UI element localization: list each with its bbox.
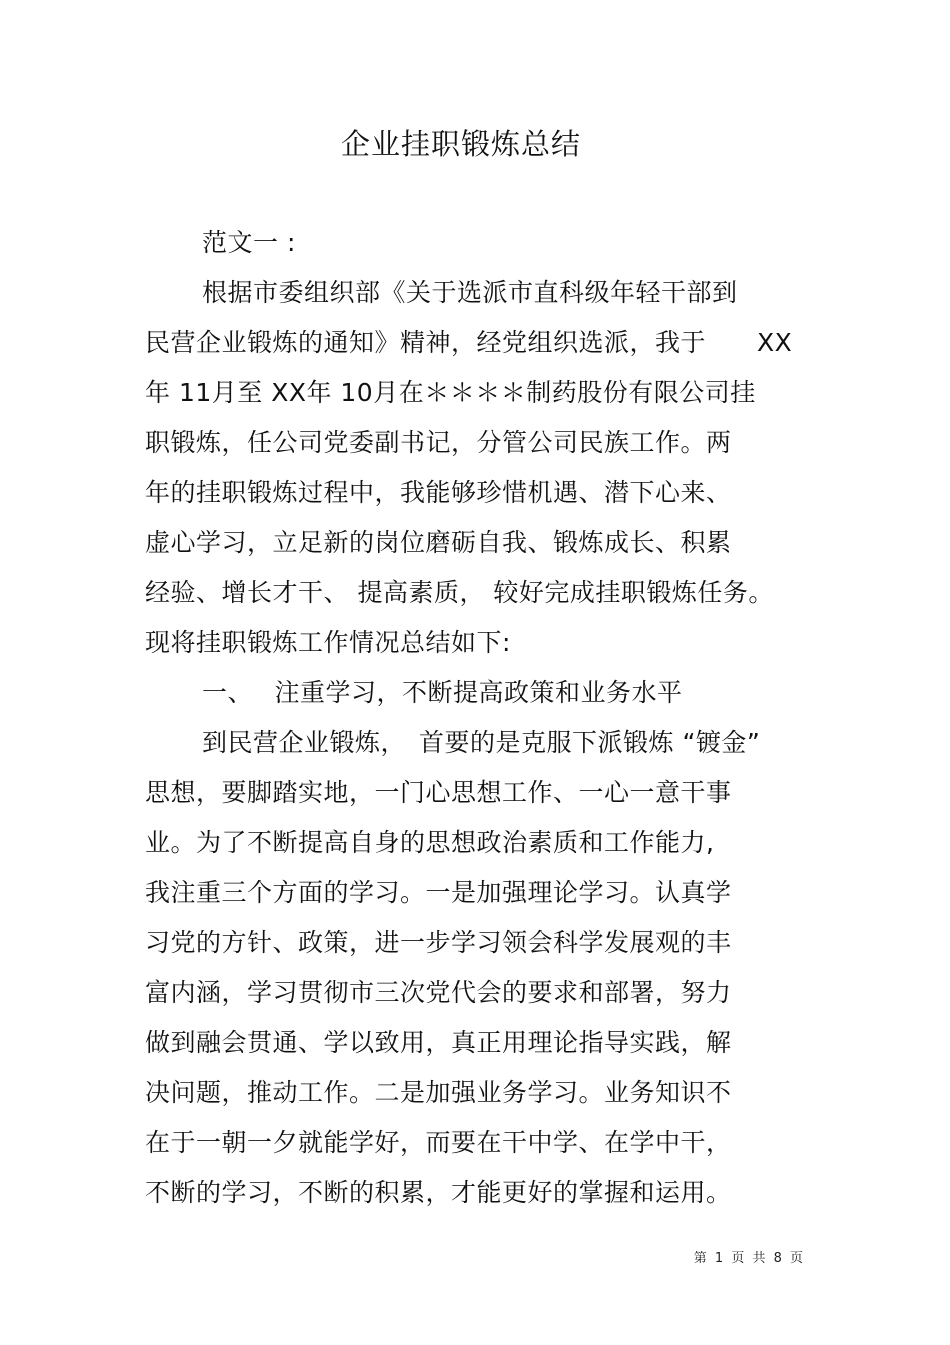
paragraph-line: 根据市委组织部《关于选派市直科级年轻干部到 <box>202 278 738 307</box>
paragraph-line: 在于一朝一夕就能学好，而要在干中学、在学中干， <box>145 1128 732 1157</box>
paragraph-line: 习党的方针、政策，进一步学习领会科学发展观的丰 <box>145 928 732 957</box>
section-heading: 一、 注重学习，不断提高政策和业务水平 <box>202 678 683 707</box>
paragraph-line: 范文一 : <box>202 228 296 257</box>
paragraph-line: 富内涵，学习贯彻市三次党代会的要求和部署，努力 <box>145 978 732 1007</box>
paragraph-line: 业。为了不断提高自身的思想政治素质和工作能力, <box>145 828 715 857</box>
document-title: 企业挂职锻炼总结 <box>340 127 581 161</box>
paragraph-line: 我注重三个方面的学习。一是加强理论学习。认真学 <box>145 878 732 907</box>
paragraph-line: 年 11月至 XX年 10月在＊＊＊＊制药股份有限公司挂 <box>145 378 756 407</box>
paragraph-line: 现将挂职锻炼工作情况总结如下: <box>145 628 511 657</box>
paragraph-line: 到民营企业锻炼， 首要的是克服下派锻炼 “镀金” <box>202 728 761 757</box>
paragraph-line: 思想，要脚踏实地，一门心思想工作、一心一意干事 <box>145 778 732 807</box>
page-number-footer: 第 1 页 共 8 页 <box>693 1251 805 1266</box>
paragraph-line: 虚心学习，立足新的岗位磨砺自我、锻炼成长、积累 <box>145 528 732 557</box>
paragraph-line: 民营企业锻炼的通知》精神，经党组织选派，我于 XX <box>145 328 793 357</box>
paragraph-line: 不断的学习，不断的积累，才能更好的掌握和运用。 <box>145 1178 732 1207</box>
paragraph-line: 做到融会贯通、学以致用，真正用理论指导实践，解 <box>145 1028 732 1057</box>
paragraph-line: 职锻炼，任公司党委副书记，分管公司民族工作。两 <box>145 428 732 457</box>
paragraph-line: 年的挂职锻炼过程中，我能够珍惜机遇、潜下心来、 <box>145 478 732 507</box>
paragraph-line: 经验、增长才干、 提高素质， 较好完成挂职锻炼任务。 <box>145 578 774 607</box>
paragraph-line: 决问题，推动工作。二是加强业务学习。业务知识不 <box>145 1078 732 1107</box>
